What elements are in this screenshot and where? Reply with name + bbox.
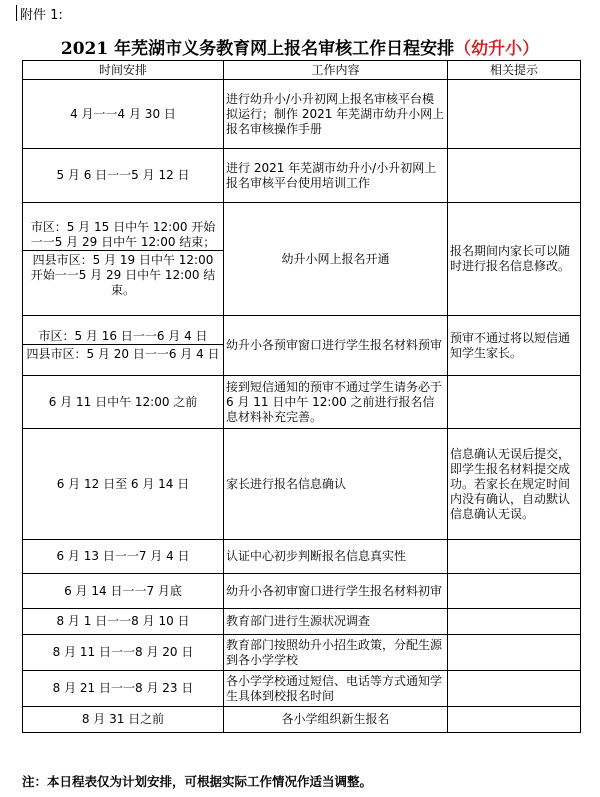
- row-content: 进行幼升小/小升初网上报名审核平台模拟运行；制作 2021 年芜湖市幼升小网上报名审核操作手册: [224, 80, 448, 149]
- row-time: 6 月 13 日一一7 月 4 日: [23, 540, 224, 574]
- row-time: 8 月 31 日之前: [23, 707, 224, 733]
- row-content: 进行 2021 年芜湖市幼升小/小升初网上报名审核平台使用培训工作: [224, 149, 448, 203]
- row-time: 6 月 14 日一一7 月底: [23, 574, 224, 609]
- row-time-county: 四县市区：5 月 20 日一一6 月 4 日: [23, 344, 223, 362]
- table-row: [23, 540, 581, 574]
- row-time: 4 月一一4 月 30 日: [23, 80, 224, 149]
- table-header-row: [23, 61, 581, 80]
- row-tip: [448, 540, 581, 574]
- title-main: 2021 年芜湖市义务教育网上报名审核工作日程安排: [60, 39, 455, 59]
- row-tip: [448, 149, 581, 203]
- table-row: [23, 574, 581, 609]
- page-title: [0, 34, 600, 59]
- row-time: 8 月 11 日一一8 月 20 日: [23, 635, 224, 671]
- row-content: 认证中心初步判断报名信息真实性: [224, 540, 448, 574]
- row-tip: 信息确认无误后提交，即学生报名材料提交成功。若家长在规定时间内没有确认，自动默认信息确认无误。: [448, 429, 581, 540]
- row-content: 教育部门按照幼升小招生政策，分配生源到各小学学校: [224, 635, 448, 671]
- table-row: [23, 149, 581, 203]
- row-tip: 报名期间内家长可以随时进行报名信息修改。: [448, 203, 581, 316]
- row-content: 幼升小网上报名开通: [224, 203, 448, 316]
- table-row: [23, 203, 581, 316]
- table-row: [23, 707, 581, 733]
- row-tip: [448, 707, 581, 733]
- row-content: 接到短信通知的预审不通过学生请务必于 6 月 11 日中午 12:00 之前进行报名信息材料补充完善。: [224, 376, 448, 429]
- row-tip: [448, 671, 581, 707]
- table-row: [23, 80, 581, 149]
- row-content: 幼升小各预审窗口进行学生报名材料预审: [224, 316, 448, 376]
- row-time: 5 月 6 日一一5 月 12 日: [23, 149, 224, 203]
- header-content: 工作内容: [224, 61, 448, 80]
- table-row: [23, 376, 581, 429]
- row-time-cell: [23, 203, 224, 316]
- table-row: [23, 316, 581, 376]
- row-time-county: 四县市区：5 月 19 日中午 12:00 开始一一5 月 29 日中午 12:00 结束。: [23, 250, 223, 298]
- row-tip: [448, 376, 581, 429]
- attachment-label: 附件 1:: [20, 4, 63, 23]
- row-content: 家长进行报名信息确认: [224, 429, 448, 540]
- row-tip: [448, 635, 581, 671]
- row-time: 6 月 11 日中午 12:00 之前: [23, 376, 224, 429]
- header-time: 时间安排: [23, 61, 224, 80]
- table-row: [23, 671, 581, 707]
- table-row: [23, 609, 581, 635]
- row-content: 各小学学校通过短信、电话等方式通知学生具体到校报名时间: [224, 671, 448, 707]
- row-content: 教育部门进行生源状况调查: [224, 609, 448, 635]
- row-time: 8 月 21 日一一8 月 23 日: [23, 671, 224, 707]
- row-content: 幼升小各初审窗口进行学生报名材料初审: [224, 574, 448, 609]
- row-tip: 预审不通过将以短信通知学生家长。: [448, 316, 581, 376]
- row-tip: [448, 80, 581, 149]
- schedule-table: [22, 60, 581, 733]
- table-row: [23, 635, 581, 671]
- table-row: [23, 429, 581, 540]
- footnote: 注：本日程表仅为计划安排，可根据实际工作情况作适当调整。: [22, 774, 373, 789]
- header-tip: 相关提示: [448, 61, 581, 80]
- row-tip: [448, 574, 581, 609]
- row-time: 8 月 1 日一一8 月 10 日: [23, 609, 224, 635]
- title-suffix: （幼升小）: [454, 39, 540, 59]
- row-tip: [448, 609, 581, 635]
- row-time-city: 市区：5 月 16 日一一6 月 4 日: [38, 329, 208, 343]
- row-time-city: 市区：5 月 15 日中午 12:00 开始一一5 月 29 日中午 12:00 结束；: [30, 220, 216, 249]
- row-time: 6 月 12 日至 6 月 14 日: [23, 429, 224, 540]
- row-content: 各小学组织新生报名: [224, 707, 448, 733]
- row-time-cell: [23, 316, 224, 376]
